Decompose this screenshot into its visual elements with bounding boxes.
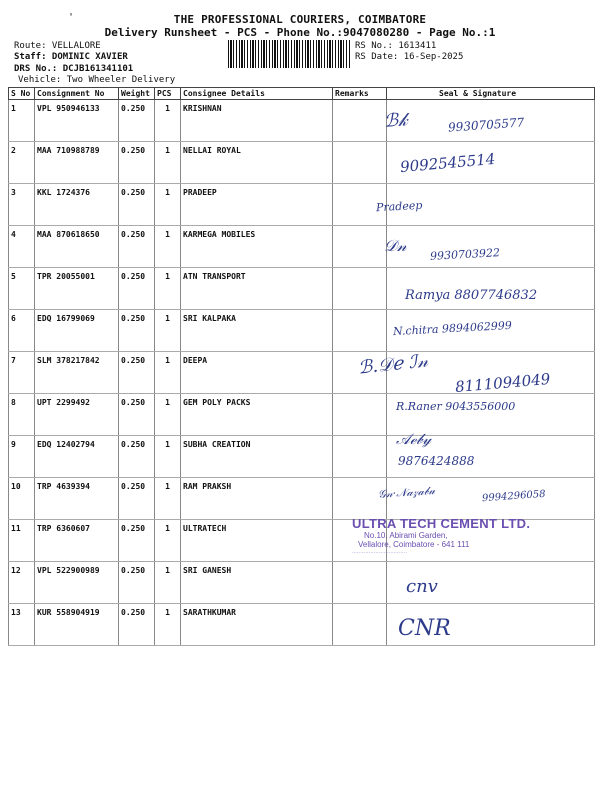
signature-2: 9092545514 — [399, 149, 497, 177]
row-weight: 0.250 — [119, 352, 155, 394]
row-consignee: ULTRATECH — [181, 520, 333, 562]
row-remarks — [333, 562, 387, 604]
col-consignee: Consignee Details — [181, 88, 333, 100]
row-pcs: 1 — [155, 142, 181, 184]
row-pcs: 1 — [155, 310, 181, 352]
row-consignment-no: VPL 950946133 — [35, 100, 119, 142]
col-weight: Weight — [119, 88, 155, 100]
row-pcs: 1 — [155, 100, 181, 142]
col-remarks: Remarks — [333, 88, 387, 100]
signature-9: 9876424888 — [398, 454, 475, 468]
row-remarks — [333, 394, 387, 436]
signature-7-scribble: ℬ.𝒟ℯ ℐ𝓃 — [357, 350, 430, 379]
row-consignment-no: KKL 1724376 — [35, 184, 119, 226]
row-consignee: SARATHKUMAR — [181, 604, 333, 646]
row-remarks — [333, 268, 387, 310]
row-weight: 0.250 — [119, 604, 155, 646]
row-sno: 12 — [9, 562, 35, 604]
col-consignment: Consignment No — [35, 88, 119, 100]
row-consignee: PRADEEP — [181, 184, 333, 226]
row-consignee: ATN TRANSPORT — [181, 268, 333, 310]
row-consignment-no: SLM 378217842 — [35, 352, 119, 394]
row-consignment-no: EDQ 12402794 — [35, 436, 119, 478]
row-consignment-no: TRP 6360607 — [35, 520, 119, 562]
row-consignee: SUBHA CREATION — [181, 436, 333, 478]
signature-9-scribble: 𝒜ℯ𝒷𝓎 — [396, 430, 432, 448]
row-sno: 13 — [9, 604, 35, 646]
row-weight: 0.250 — [119, 226, 155, 268]
staff-label: Staff: DOMINIC XAVIER — [14, 52, 128, 62]
rs-date: RS Date: 16-Sep-2025 — [355, 52, 464, 62]
row-consignment-no: MAA 870618650 — [35, 226, 119, 268]
row-sno: 8 — [9, 394, 35, 436]
row-pcs: 1 — [155, 520, 181, 562]
row-consignment-no: KUR 558904919 — [35, 604, 119, 646]
signature-10: 9994296058 — [481, 488, 546, 505]
vehicle-label: Vehicle: Two Wheeler Delivery — [18, 75, 176, 85]
table-row — [9, 226, 595, 268]
row-pcs: 1 — [155, 478, 181, 520]
row-pcs: 1 — [155, 562, 181, 604]
corner-mark: ' — [68, 12, 75, 23]
row-pcs: 1 — [155, 268, 181, 310]
drs-label: DRS No.: DCJB161341101 — [14, 64, 134, 74]
table-row — [9, 604, 595, 646]
company-title: THE PROFESSIONAL COURIERS, COIMBATORE — [173, 13, 427, 26]
row-weight: 0.250 — [119, 310, 155, 352]
row-consignment-no: VPL 522900989 — [35, 562, 119, 604]
signature-4: 9930703922 — [429, 246, 501, 263]
row-sno: 2 — [9, 142, 35, 184]
company-stamp — [352, 516, 532, 555]
row-sno: 7 — [9, 352, 35, 394]
table-header-row — [9, 88, 595, 100]
row-sno: 9 — [9, 436, 35, 478]
row-remarks — [333, 100, 387, 142]
table-row — [9, 436, 595, 478]
barcode — [228, 40, 350, 68]
stamp-address-2: Vellalore, Coimbatore - 641 111 — [358, 540, 470, 549]
row-weight: 0.250 — [119, 268, 155, 310]
row-consignee: RAM PRAKSH — [181, 478, 333, 520]
row-weight: 0.250 — [119, 436, 155, 478]
runsheet-subtitle: Delivery Runsheet - PCS - Phone No.:9047080280 - Page No.:1 — [104, 26, 496, 39]
row-consignment-no: EDQ 16799069 — [35, 310, 119, 352]
row-weight: 0.250 — [119, 394, 155, 436]
signature-12: cnv — [406, 576, 438, 597]
row-remarks — [333, 310, 387, 352]
signature-4-scribble: 𝒟𝓃 — [384, 236, 407, 255]
signature-10-scribble: 𝒢𝓃·𝒩𝒶𝓏𝒶𝒷𝓊 — [377, 484, 436, 501]
rs-number: RS No.: 1613411 — [355, 41, 437, 51]
row-sno: 11 — [9, 520, 35, 562]
row-consignee: SRI KALPAKA — [181, 310, 333, 352]
row-pcs: 1 — [155, 436, 181, 478]
stamp-smudge: ................................. — [352, 549, 408, 555]
table-row — [9, 562, 595, 604]
signature-5: Ramya 8807746832 — [405, 288, 538, 303]
row-remarks — [333, 436, 387, 478]
table-row — [9, 142, 595, 184]
row-consignee: NELLAI ROYAL — [181, 142, 333, 184]
signature-3: Pradeep — [375, 198, 423, 215]
row-pcs: 1 — [155, 184, 181, 226]
stamp-name: ULTRA TECH CEMENT LTD. — [352, 516, 531, 531]
row-remarks — [333, 226, 387, 268]
row-sno: 4 — [9, 226, 35, 268]
row-consignment-no: TRP 4639394 — [35, 478, 119, 520]
row-pcs: 1 — [155, 352, 181, 394]
row-sno: 10 — [9, 478, 35, 520]
row-consignee: SRI GANESH — [181, 562, 333, 604]
row-remarks — [333, 604, 387, 646]
row-pcs: 1 — [155, 604, 181, 646]
stamp-address-1: No.10, Abirami Garden, — [364, 531, 448, 540]
signature-13: CNR — [398, 616, 451, 641]
row-weight: 0.250 — [119, 184, 155, 226]
row-sno: 5 — [9, 268, 35, 310]
row-weight: 0.250 — [119, 142, 155, 184]
row-weight: 0.250 — [119, 100, 155, 142]
row-consignee: GEM POLY PACKS — [181, 394, 333, 436]
row-pcs: 1 — [155, 394, 181, 436]
row-weight: 0.250 — [119, 562, 155, 604]
col-seal-signature: Seal & Signature — [387, 88, 595, 100]
row-sno: 3 — [9, 184, 35, 226]
col-pcs: PCS — [155, 88, 181, 100]
row-sno: 1 — [9, 100, 35, 142]
runsheet-table — [8, 87, 595, 646]
signature-8: R.Raner 9043556000 — [396, 400, 516, 413]
row-consignment-no: TPR 20055001 — [35, 268, 119, 310]
row-pcs: 1 — [155, 226, 181, 268]
row-consignee: KRISHNAN — [181, 100, 333, 142]
signature-6: N.chitra 9894062999 — [392, 318, 513, 339]
row-consignment-no: MAA 710988789 — [35, 142, 119, 184]
signature-1-scribble: ℬ𝓀 — [383, 109, 409, 132]
signature-1: 9930705577 — [447, 115, 525, 135]
row-consignee: DEEPA — [181, 352, 333, 394]
table-row — [9, 184, 595, 226]
row-weight: 0.250 — [119, 478, 155, 520]
col-sno: S No — [9, 88, 35, 100]
row-consignee: KARMEGA MOBILES — [181, 226, 333, 268]
row-sno: 6 — [9, 310, 35, 352]
row-weight: 0.250 — [119, 520, 155, 562]
signature-7: 8111094049 — [454, 369, 552, 397]
row-consignment-no: UPT 2299492 — [35, 394, 119, 436]
row-remarks — [333, 142, 387, 184]
route-label: Route: VELLALORE — [14, 41, 101, 51]
